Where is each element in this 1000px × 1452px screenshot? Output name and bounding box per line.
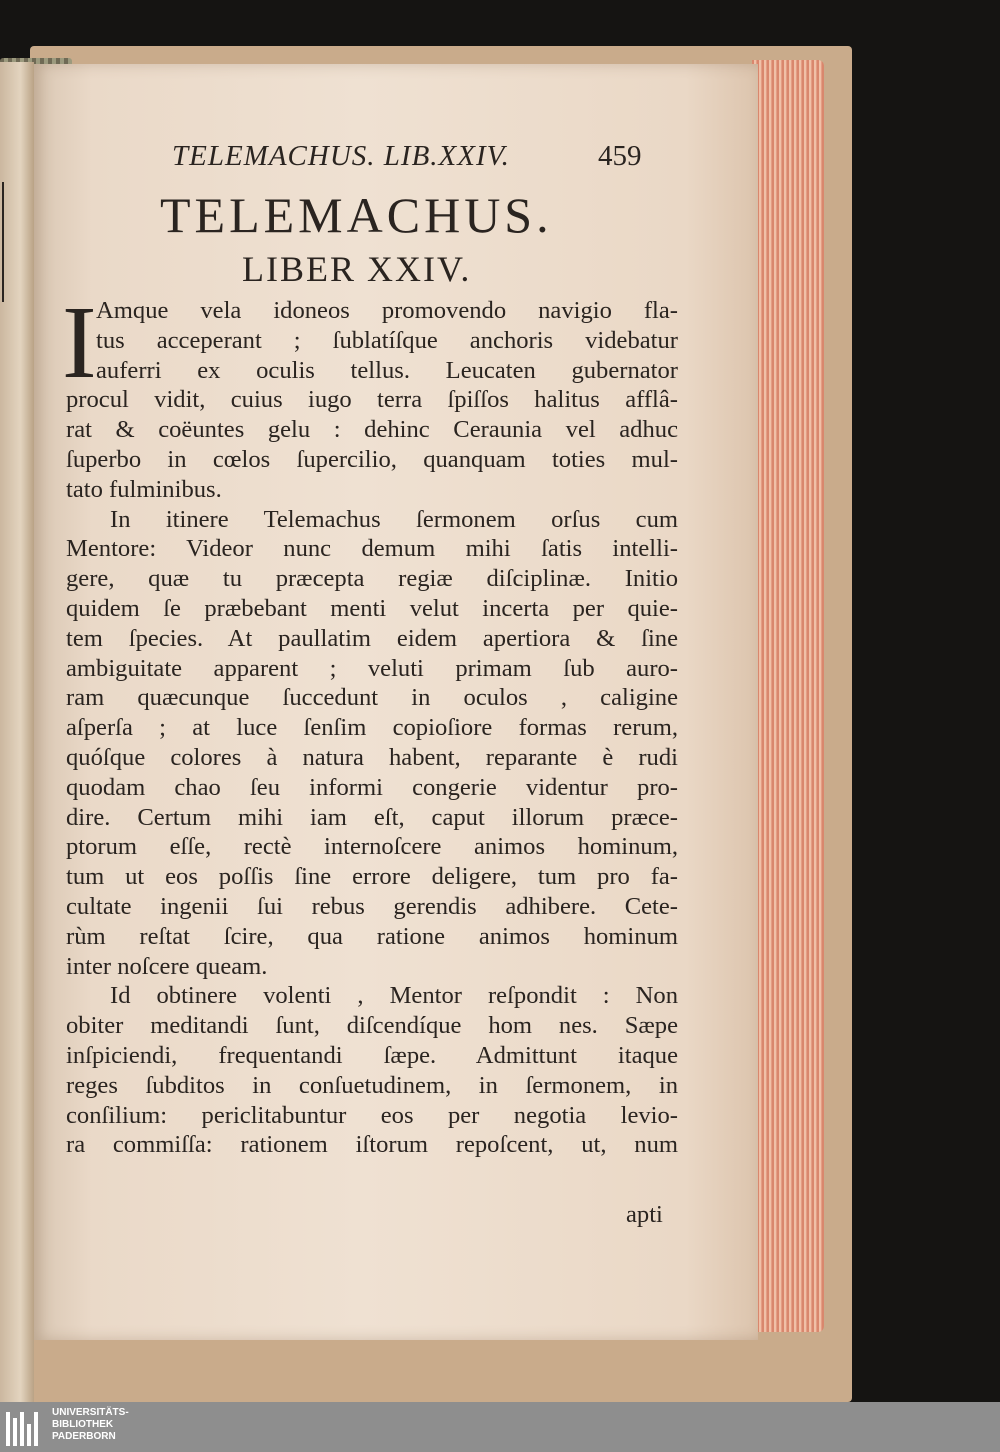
text-line: ra commiſſa: rationem iſtorum repoſcent, ut, num — [66, 1131, 678, 1159]
chapter-title: TELEMACHUS. — [160, 187, 553, 243]
text-line: quodam chao ſeu informi congerie videntur pro- — [66, 773, 678, 801]
text-line: quóſque colores à natura habent, reparante è rudi — [66, 743, 678, 771]
text-line: dire. Certum mihi iam eſt, caput illorum præce- — [66, 803, 678, 831]
text-line: In itinere Telemachus ſermonem orſus cum — [110, 505, 678, 533]
text-line: tus acceperant ; ſublatíſque anchoris videbatur — [96, 326, 678, 354]
chapter-subtitle: LIBER XXIV. — [242, 249, 472, 289]
text-line: ram quæcunque ſuccedunt in oculos , caligine — [66, 684, 678, 712]
text-line: auferri ex oculis tellus. Leucaten gubernator — [96, 356, 678, 384]
page-fore-edge — [752, 60, 824, 1332]
text-line: gere, quæ tu præcepta regiæ diſciplinæ. Initio — [66, 565, 678, 593]
text-line: Id obtinere volenti , Mentor reſpondit : Non — [110, 982, 678, 1010]
text-line: tem ſpecies. At paullatim eidem apertiora & ſine — [66, 624, 678, 652]
text-line: reges ſubditos in conſuetudinem, in ſermonem, in — [66, 1071, 678, 1099]
text-line: conſilium: periclitabuntur eos per negotia levio- — [66, 1101, 678, 1129]
body-text — [66, 296, 678, 1160]
text-line: aſperſa ; at luce ſenſim copioſiore formas rerum, — [66, 714, 678, 742]
catchword: apti — [626, 1201, 663, 1228]
page-number: 459 — [598, 140, 642, 172]
drop-cap: I — [62, 285, 97, 400]
text-line: inſpiciendi, frequentandi ſæpe. Admittunt itaque — [66, 1041, 678, 1069]
text-line: quidem ſe præbebant menti velut incerta per quie- — [66, 594, 678, 622]
text-line: ambiguitate apparent ; veluti primam ſub auro- — [66, 654, 678, 682]
text-line: procul vidit, cuius iugo terra ſpiſſos halitus afflâ- — [66, 386, 678, 414]
text-line: ſuperbo in cœlos ſupercilio, quanquam toties mul- — [66, 445, 678, 473]
text-line: rùm reſtat ſcire, qua ratione animos hominum — [66, 922, 678, 950]
text-line: tato fulminibus. — [66, 475, 222, 503]
text-line: rat & coëuntes gelu : dehinc Ceraunia vel adhuc — [66, 416, 678, 444]
library-footer-bar — [0, 1402, 1000, 1452]
library-logo-text: UNIVERSITÄTS- BIBLIOTHEK PADERBORN — [52, 1407, 129, 1442]
text-line: Mentore: Videor nunc demum mihi ſatis intelli- — [66, 535, 678, 563]
text-line: obiter meditandi ſunt, diſcendíque hom nes. Sæpe — [66, 1012, 678, 1040]
text-line: cultate ingenii ſui rebus gerendis adhibere. Cete- — [66, 892, 678, 920]
left-page-edge — [0, 62, 34, 1402]
text-line: tum ut eos poſſis ſine errore deligere, tum pro fa- — [66, 863, 678, 891]
running-head: TELEMACHUS. LIB.XXIV. — [172, 140, 510, 172]
text-line: Amque vela idoneos promovendo navigio fla- — [96, 297, 678, 324]
text-line: inter noſcere queam. — [66, 952, 268, 980]
text-line: ptorum eſſe, rectè internoſcere animos hominum, — [66, 833, 678, 861]
library-logo-icon — [6, 1408, 46, 1446]
